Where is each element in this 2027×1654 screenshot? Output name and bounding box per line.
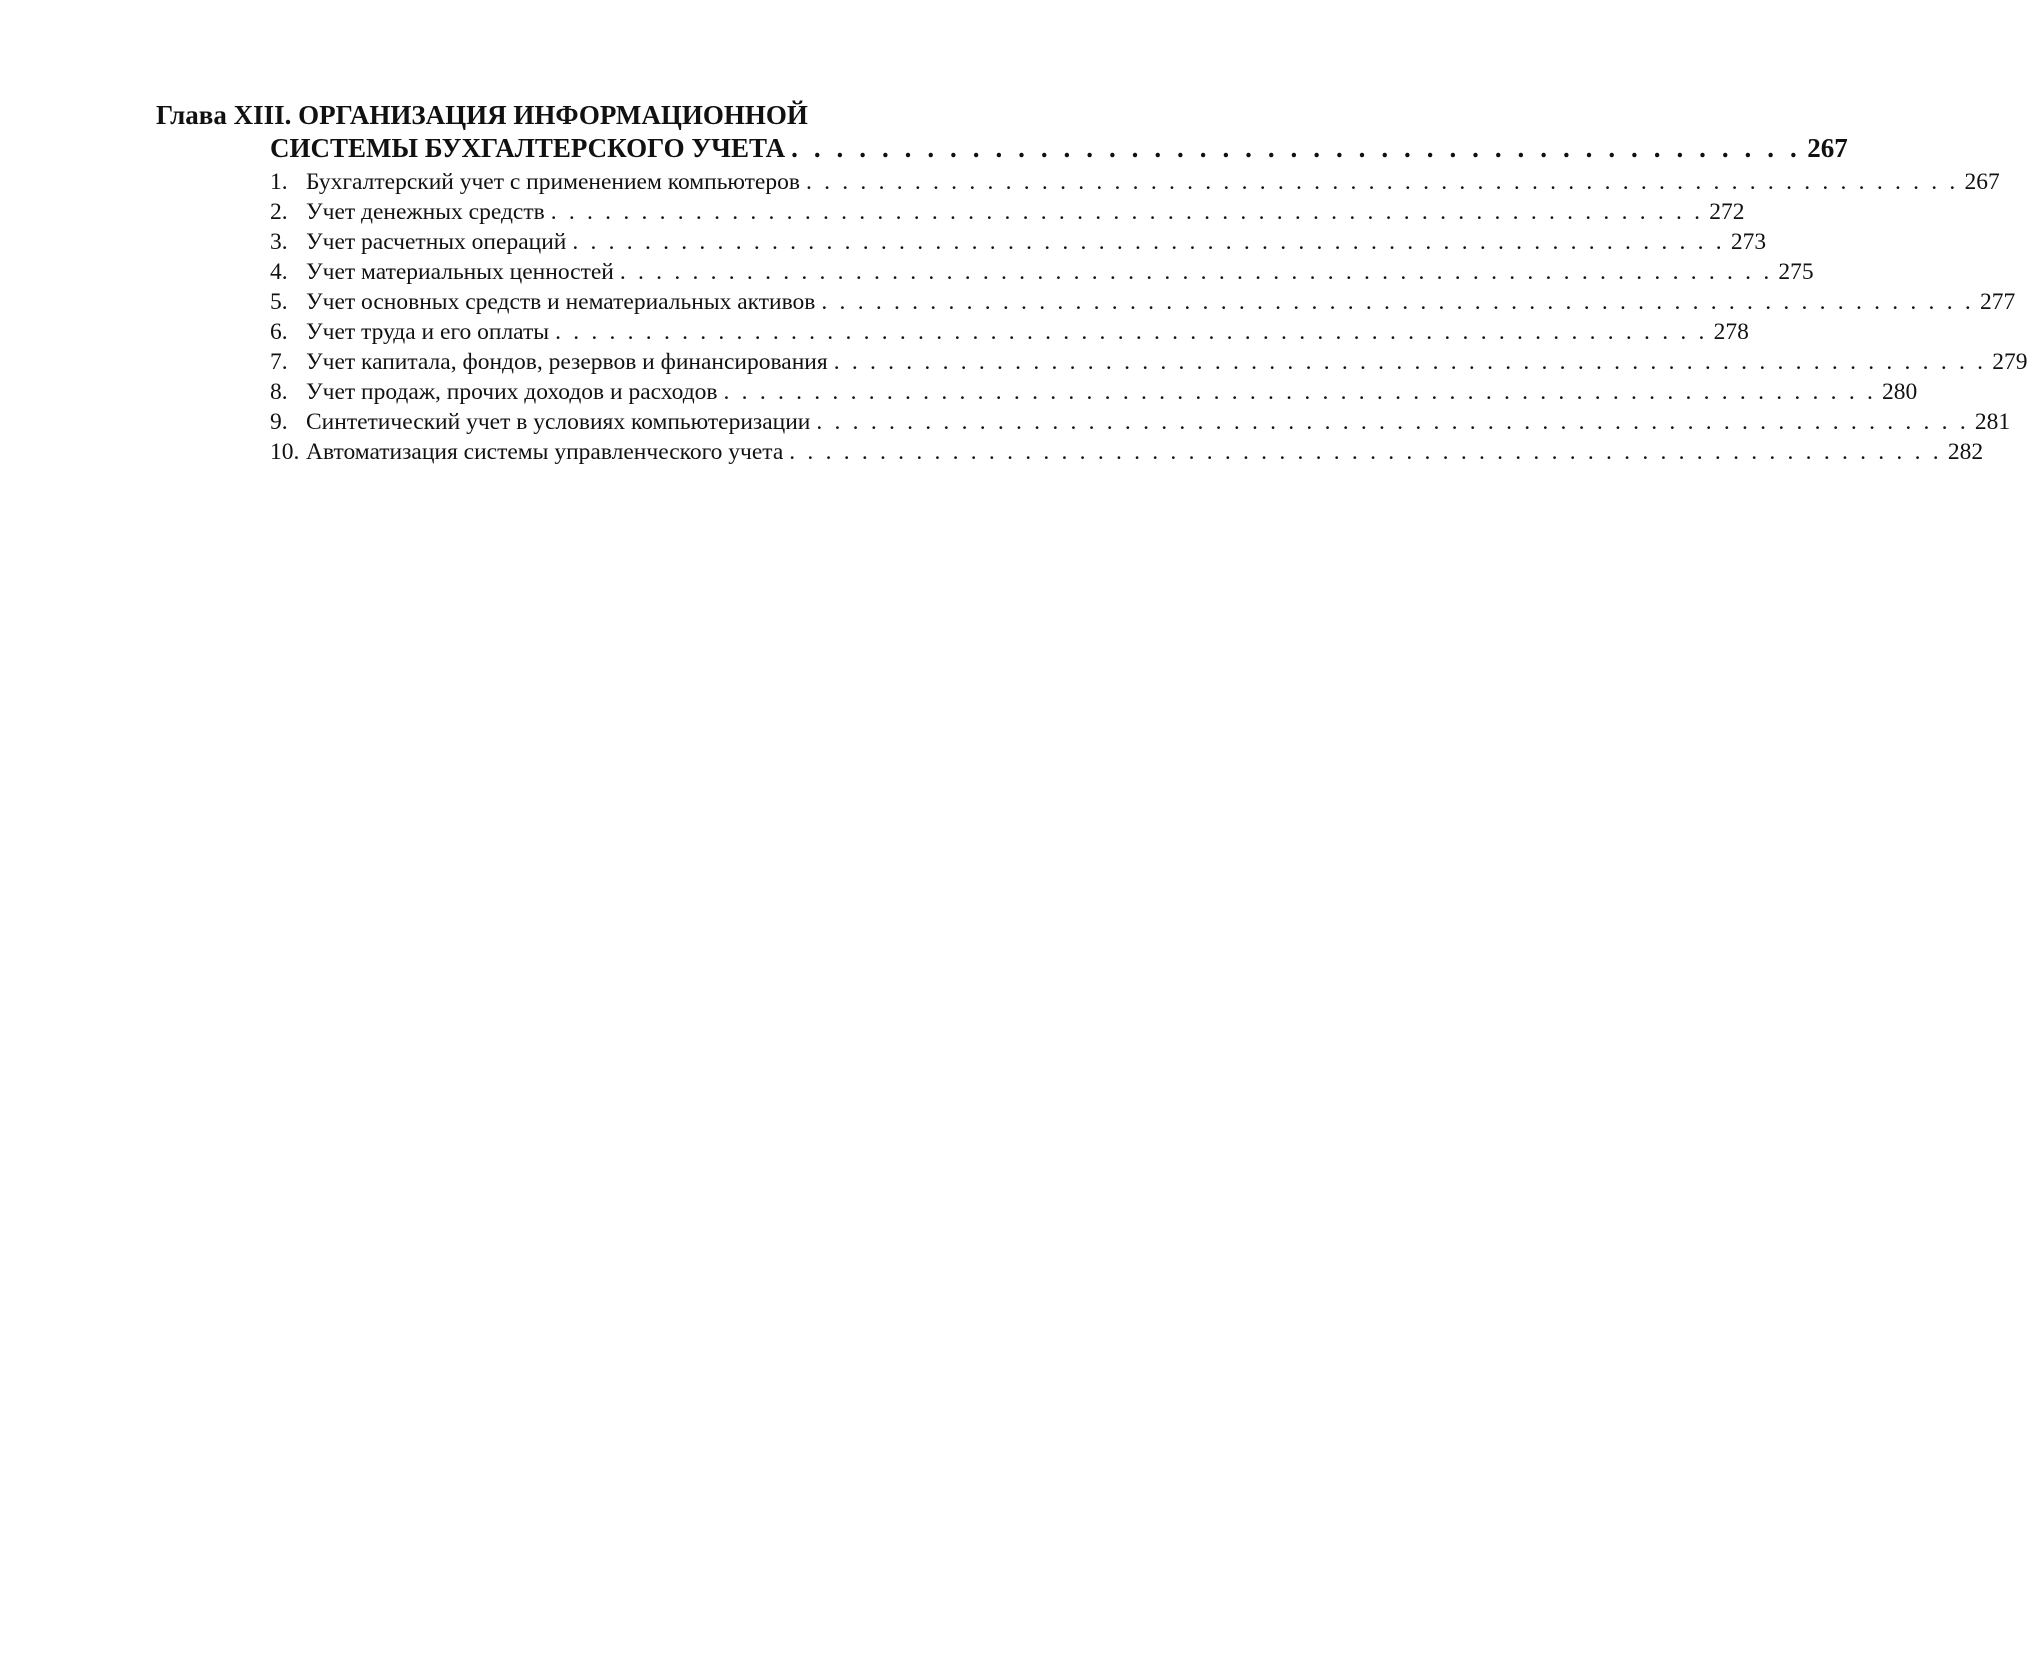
entry-title: Учет материальных ценностей <box>306 259 614 285</box>
dot-leader: . . . . . . . . . . . . . . . . . . . . . . . . . . . . . . . . . . . . . . . . . . . . . . . . . . . . . . . . . . . . . . . . <box>833 349 1987 375</box>
toc-entry-1[interactable] <box>270 167 2000 197</box>
entry-page-number: 273 <box>1730 229 1767 255</box>
entry-number: 8. <box>270 379 288 405</box>
toc-entry-3[interactable] <box>270 227 1767 257</box>
toc-entry-10[interactable] <box>270 437 1984 467</box>
dot-leader: . . . . . . . . . . . . . . . . . . . . . . . . . . . . . . . . . . . . . . . . . . . . . . . . . . . . . . . . . . . . . . . . <box>619 259 1773 285</box>
entry-number: 5. <box>270 289 288 315</box>
chapter-title-line2: СИСТЕМЫ БУХГАЛТЕРСКОГО УЧЕТА <box>270 133 786 163</box>
entry-page-number: 278 <box>1713 319 1749 345</box>
toc-entry-7[interactable] <box>270 347 2027 377</box>
entry-number: 7. <box>270 349 288 375</box>
toc-entry-2[interactable] <box>270 197 1745 227</box>
toc-entry-6[interactable] <box>270 317 1749 347</box>
entry-title: Учет денежных средств <box>306 199 545 225</box>
chapter-page-number: 267 <box>1807 133 1848 163</box>
toc-entry-5[interactable] <box>270 287 2016 317</box>
entry-page-number: 279 <box>1992 349 2027 375</box>
dot-leader: . . . . . . . . . . . . . . . . . . . . . . . . . . . . . . . . . . . . . . . . . . . . . . . . . . . . . . . . . . . . . . . . <box>816 409 1969 435</box>
entry-page-number: 275 <box>1778 259 1814 285</box>
dot-leader: . . . . . . . . . . . . . . . . . . . . . . . . . . . . . . . . . . . . . . . . . . . . . . . . . . . . . . . . . . . . . . . . <box>723 379 1877 405</box>
entry-title: Бухгалтерский учет с применением компьютеров <box>306 169 800 195</box>
entry-number: 3. <box>270 229 288 255</box>
entry-title: Учет расчетных операций <box>306 229 567 255</box>
table-of-contents <box>156 100 2027 467</box>
entry-page-number: 280 <box>1882 379 1918 405</box>
dot-leader: . . . . . . . . . . . . . . . . . . . . . . . . . . . . . . . . . . . . . . . . . . . . . . . . . . . . . . . . . . . . . . . . <box>572 229 1725 255</box>
entry-number: 2. <box>270 199 288 225</box>
dot-leader: . . . . . . . . . . . . . . . . . . . . . . . . . . . . . . . . . . . . . . . . . . . . . . . . . . . . . . . . . . . . . . . . <box>555 319 1708 345</box>
entry-title: Автоматизация системы управленческого учета <box>306 439 784 465</box>
dot-leader: . . . . . . . . . . . . . . . . . . . . . . . . . . . . . . . . . . . . . . . . . . . . . <box>791 133 1802 163</box>
entry-page-number: 267 <box>1964 169 2000 195</box>
entry-number: 10. <box>270 439 300 465</box>
chapter-title-line1: Глава XIII. ОРГАНИЗАЦИЯ ИНФОРМАЦИОННОЙ <box>156 100 808 130</box>
section-list <box>270 167 2027 467</box>
toc-entry-8[interactable] <box>270 377 1918 407</box>
entry-title: Учет продаж, прочих доходов и расходов <box>306 379 718 405</box>
entry-number: 1. <box>270 169 288 195</box>
entry-number: 9. <box>270 409 288 435</box>
entry-page-number: 272 <box>1709 199 1745 225</box>
dot-leader: . . . . . . . . . . . . . . . . . . . . . . . . . . . . . . . . . . . . . . . . . . . . . . . . . . . . . . . . . . . . . . . . <box>550 199 1704 225</box>
entry-title: Учет капитала, фондов, резервов и финансирования <box>306 349 828 375</box>
entry-page-number: 281 <box>1974 409 2011 435</box>
dot-leader: . . . . . . . . . . . . . . . . . . . . . . . . . . . . . . . . . . . . . . . . . . . . . . . . . . . . . . . . . . . . . . . . <box>821 289 1974 315</box>
entry-title: Синтетический учет в условиях компьютеризации <box>306 409 811 435</box>
entry-page-number: 277 <box>1979 289 2016 315</box>
toc-entry-4[interactable] <box>270 257 1814 287</box>
toc-entry-9[interactable] <box>270 407 2011 437</box>
entry-title: Учет основных средств и нематериальных активов <box>306 289 816 315</box>
entry-number: 6. <box>270 319 288 345</box>
chapter-entry[interactable] <box>270 131 1848 165</box>
entry-page-number: 282 <box>1947 439 1984 465</box>
dot-leader: . . . . . . . . . . . . . . . . . . . . . . . . . . . . . . . . . . . . . . . . . . . . . . . . . . . . . . . . . . . . . . . . <box>789 439 1942 465</box>
entry-title: Учет труда и его оплаты <box>306 319 550 345</box>
entry-number: 4. <box>270 259 288 285</box>
dot-leader: . . . . . . . . . . . . . . . . . . . . . . . . . . . . . . . . . . . . . . . . . . . . . . . . . . . . . . . . . . . . . . . . <box>805 169 1959 195</box>
